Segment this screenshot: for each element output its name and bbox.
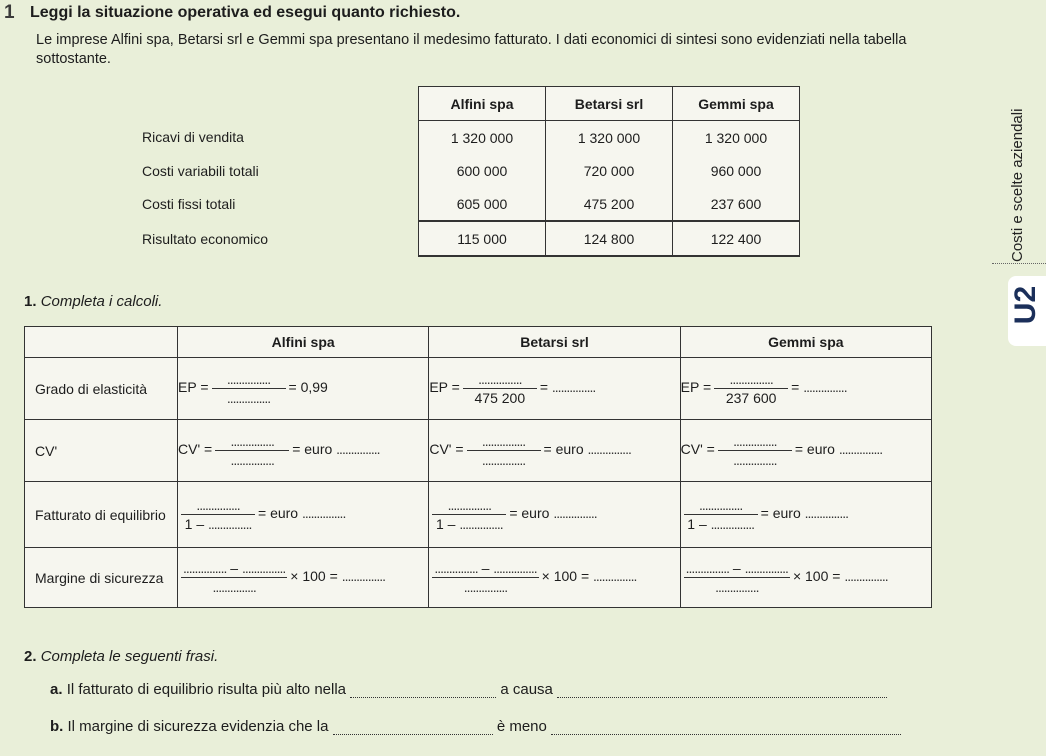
table-row (25, 358, 932, 420)
cell-value: 1 320 000 (673, 121, 800, 155)
row-label: CV' (25, 420, 178, 482)
cell-value: 1 320 000 (546, 121, 673, 155)
col-header: Betarsi srl (429, 327, 680, 358)
ep-betarsi[interactable]: EP = $\frac{...............}{475 200}$ = ............... (429, 358, 680, 420)
sentence-a: a. Il fatturato di equilibrio risulta più alto nella a causa (50, 681, 887, 698)
blank-field[interactable] (557, 696, 887, 698)
ms-betarsi[interactable]: $\frac{............... - ...............}{...............}$ × 100 = ............... (429, 548, 680, 608)
row-label: Costi fissi totali (132, 187, 419, 221)
exercise-number: 1 (4, 2, 15, 23)
table-row (132, 121, 800, 155)
col-header: Alfini spa (419, 87, 546, 121)
col-header: Gemmi spa (673, 87, 800, 121)
cv-alfini[interactable]: CV' = $\frac{...............}{...............}$ = euro ............... (178, 420, 429, 482)
row-label: Margine di sicurezza (25, 548, 178, 608)
exercise-intro: Le imprese Alfini spa, Betarsi srl e Gemmi spa presentano il medesimo fatturato. I dati economici di sintesi sono evidenziati nella tabella sottostante. (36, 32, 907, 67)
cell-value: 237 600 (673, 187, 800, 221)
data-table (132, 86, 800, 257)
table-row (25, 420, 932, 482)
calc-table (24, 326, 932, 608)
sentence-b: b. Il margine di sicurezza evidenzia che la è meno (50, 718, 901, 735)
ms-alfini[interactable]: $\frac{............... - ...............}{...............}$ × 100 = ............... (178, 548, 429, 608)
ep-gemmi[interactable]: EP = $\frac{...............}{237 600}$ = ............... (680, 358, 931, 420)
blank-field[interactable] (350, 696, 496, 698)
cell-value: 1 320 000 (419, 121, 546, 155)
cell-value: 122 400 (673, 221, 800, 256)
cell-value: 115 000 (419, 221, 546, 256)
ep-alfini[interactable]: EP = $\frac{...............}{...............}$ = 0,99 (178, 358, 429, 420)
row-label: Ricavi di vendita (132, 121, 419, 155)
cell-value: 605 000 (419, 187, 546, 221)
row-label: Risultato economico (132, 221, 419, 256)
divider (992, 263, 1046, 264)
table-row (132, 187, 800, 221)
cell-value: 124 800 (546, 221, 673, 256)
question-text: Completa le seguenti frasi. (40, 648, 219, 665)
table-row (132, 221, 800, 256)
fe-betarsi[interactable]: $\frac{...............}{1 - ...............}$ = euro ............... (429, 482, 680, 548)
cell-value: 600 000 (419, 154, 546, 187)
question-text: Completa i calcoli. (40, 293, 163, 310)
fe-alfini[interactable]: $\frac{...............}{1 - ...............}$ = euro ............... (178, 482, 429, 548)
table-row (25, 482, 932, 548)
cv-gemmi[interactable]: CV' = $\frac{...............}{...............}$ = euro ............... (680, 420, 931, 482)
cell-value: 960 000 (673, 154, 800, 187)
cell-value: 475 200 (546, 187, 673, 221)
question-number: 2. (24, 648, 37, 665)
col-header: Betarsi srl (546, 87, 673, 121)
question-2 (24, 648, 218, 665)
row-label: Fatturato di equilibrio (25, 482, 178, 548)
exercise-title: Leggi la situazione operativa ed esegui quanto richiesto. (30, 4, 461, 21)
question-1 (24, 293, 162, 310)
table-row (132, 154, 800, 187)
row-label: Costi variabili totali (132, 154, 419, 187)
col-header: Gemmi spa (680, 327, 931, 358)
row-label: Grado di elasticità (25, 358, 178, 420)
blank-field[interactable] (333, 733, 493, 735)
unit-label: U2 (1009, 285, 1042, 325)
chapter-title: Costi e scelte aziendali (1009, 108, 1026, 262)
fe-gemmi[interactable]: $\frac{...............}{1 - ...............}$ = euro ............... (680, 482, 931, 548)
cell-value: 720 000 (546, 154, 673, 187)
col-header: Alfini spa (178, 327, 429, 358)
blank-field[interactable] (551, 733, 901, 735)
table-row (25, 548, 932, 608)
cv-betarsi[interactable]: CV' = $\frac{...............}{...............}$ = euro ............... (429, 420, 680, 482)
question-number: 1. (24, 293, 37, 310)
ms-gemmi[interactable]: $\frac{............... - ...............}{...............}$ × 100 = ............... (680, 548, 931, 608)
